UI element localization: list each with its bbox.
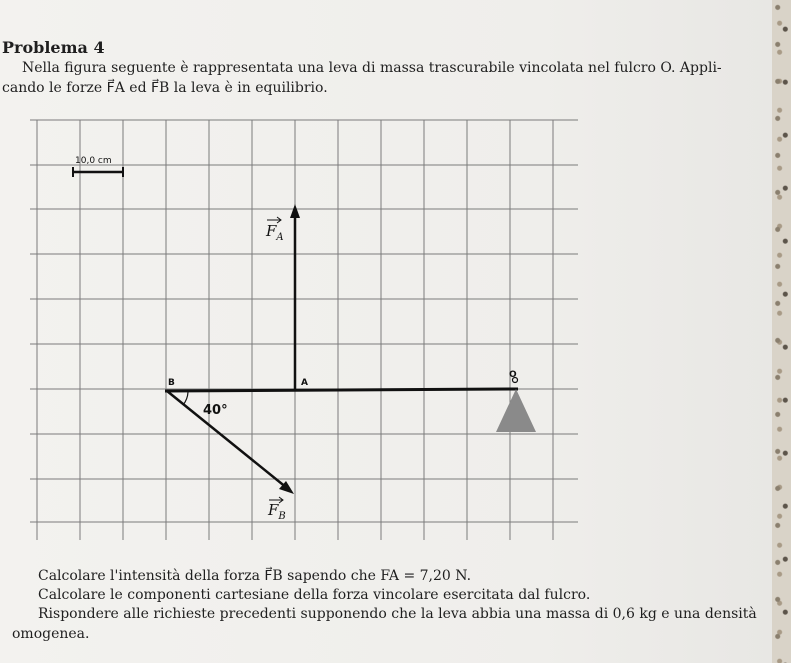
intro-line-2: cando le forze F⃗A ed F⃗B la leva è in equilibrio. [2, 80, 328, 96]
lever-figure [0, 110, 600, 550]
scale-label: 10,0 cm [75, 156, 112, 166]
force-a-label: $F_A$ [266, 222, 284, 243]
angle-label: 40° [203, 403, 228, 418]
intro-line-1: Nella figura seguente è rappresentata una leva di massa trascurabile vincolata nel fulcro O. Appli- [22, 60, 722, 76]
grid [30, 120, 578, 540]
lever-bar [165, 389, 518, 391]
point-a-label: A [301, 378, 308, 388]
question-1: Calcolare l'intensità della forza F⃗B sapendo che FA = 7,20 N. [38, 568, 472, 584]
force-b-label: $F_B$ [268, 501, 286, 522]
fulcrum-support [496, 389, 536, 432]
question-3-line-2: omogenea. [12, 626, 90, 642]
point-b-label: B [168, 378, 175, 388]
question-2: Calcolare le componenti cartesiane della forza vincolare esercitata dal fulcro. [38, 587, 591, 603]
background-surface [772, 0, 791, 663]
arrowhead-up-icon [290, 204, 300, 218]
angle-arc [183, 392, 188, 405]
point-o-label: O [509, 370, 517, 380]
question-3-line-1: Rispondere alle richieste precedenti supponendo che la leva abbia una massa di 0,6 kg e una densità [38, 606, 757, 622]
force-a-arrow [290, 204, 300, 390]
problem-title: Problema 4 [2, 38, 105, 57]
